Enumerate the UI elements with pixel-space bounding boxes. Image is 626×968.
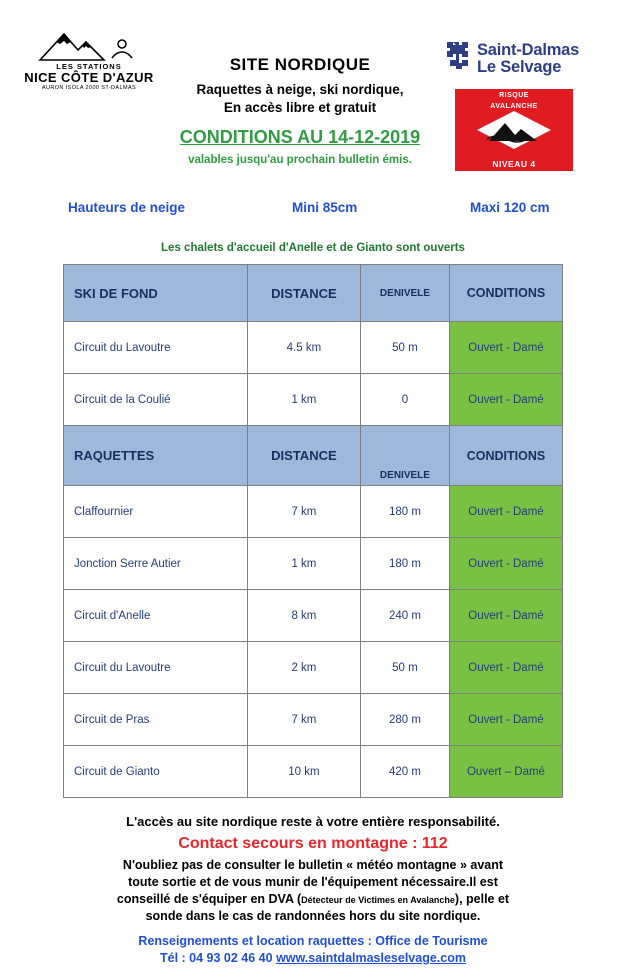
conditions-date-title: CONDITIONS AU 14-12-2019 xyxy=(179,127,421,148)
header-cell-conditions: CONDITIONS xyxy=(449,426,562,486)
advice-line-3b: ), pelle et xyxy=(454,891,510,906)
status-badge: Ouvert - Damé xyxy=(449,486,562,538)
cell-route-name: Jonction Serre Autier xyxy=(64,538,248,590)
cell-route-name: Circuit de Gianto xyxy=(64,746,248,798)
chalets-notice: Les chalets d'accueil d'Anelle et de Gianto sont ouverts xyxy=(161,242,465,254)
status-badge: Ouvert - Damé xyxy=(449,538,562,590)
table-row xyxy=(64,322,563,374)
conditions-validity: valables jusqu'au prochain bulletin émis. xyxy=(188,154,412,167)
mountain-icon xyxy=(24,28,154,62)
table-row xyxy=(64,374,563,426)
commune-logo-block xyxy=(441,40,606,173)
commune-name-line-2: Le Selvage xyxy=(477,57,562,76)
status-badge: Ouvert - Damé xyxy=(449,590,562,642)
cell-distance: 7 km xyxy=(247,486,360,538)
status-badge: Ouvert - Damé xyxy=(449,694,562,746)
table-row xyxy=(64,590,563,642)
cell-route-name: Circuit du Lavoutre xyxy=(64,322,248,374)
cell-distance: 7 km xyxy=(247,694,360,746)
snow-heights-label: Hauteurs de neige xyxy=(68,200,186,215)
cell-denivele: 280 m xyxy=(360,694,449,746)
status-badge: Ouvert – Damé xyxy=(449,746,562,798)
logo-line-3: AURON ISOLA 2000 ST-DALMAS xyxy=(41,84,137,91)
table-header-ski-de-fond xyxy=(64,265,563,322)
logo-line-2: NICE CÔTE D'AZUR xyxy=(24,69,154,85)
cell-distance: 8 km xyxy=(247,590,360,642)
snow-heights-row xyxy=(0,200,626,230)
cell-route-name: Circuit de Pras xyxy=(64,694,248,746)
avalanche-mountain-glyph xyxy=(485,119,543,148)
cross-of-savoy-icon xyxy=(441,40,471,77)
status-badge: Ouvert - Damé xyxy=(449,322,562,374)
commune-name xyxy=(477,42,579,75)
header-cell-distance: DISTANCE xyxy=(247,426,360,486)
cell-distance: 1 km xyxy=(247,374,360,426)
page-title: SITE NORDIQUE xyxy=(229,55,371,74)
table-row xyxy=(64,538,563,590)
table-row xyxy=(64,486,563,538)
cell-route-name: Circuit d'Anelle xyxy=(64,590,248,642)
website-link[interactable]: www.saintdalmasleselvage.com xyxy=(276,951,466,965)
advice-line-3-small: Détecteur de Victimes en Avalanche xyxy=(301,894,455,905)
avalanche-level: NIVEAU 4 xyxy=(492,159,536,169)
contact-info xyxy=(0,933,626,968)
snow-max-value: Maxi 120 cm xyxy=(470,200,550,215)
header-cell-name: SKI DE FOND xyxy=(64,265,248,322)
header-cell-denivele: DENIVELE xyxy=(360,426,449,486)
header xyxy=(0,0,626,200)
page-subtitle-1: Raquettes à neige, ski nordique, xyxy=(196,82,404,97)
title-block xyxy=(155,55,445,166)
conditions-table xyxy=(63,264,563,798)
cell-distance: 2 km xyxy=(247,642,360,694)
cell-denivele: 180 m xyxy=(360,538,449,590)
avalanche-warning-icon xyxy=(453,87,575,173)
cell-denivele: 420 m xyxy=(360,746,449,798)
table-header-raquettes xyxy=(64,426,563,486)
advice-line-2: toute sortie et de vous munir de l'équipement nécessaire.Il est xyxy=(128,874,498,889)
status-badge: Ouvert - Damé xyxy=(449,642,562,694)
advice-line-1: N'oubliez pas de consulter le bulletin « météo montagne » avant xyxy=(122,858,504,872)
avalanche-label-avalanche: AVALANCHE xyxy=(490,103,538,111)
phone-number: Tél : 04 93 02 46 40 xyxy=(160,951,273,965)
cell-denivele: 180 m xyxy=(360,486,449,538)
header-cell-distance: DISTANCE xyxy=(247,265,360,322)
page-subtitle-2: En accès libre et gratuit xyxy=(223,100,377,116)
responsibility-notice: L'accès au site nordique reste à votre entière responsabilité. xyxy=(126,814,500,829)
cell-distance: 4.5 km xyxy=(247,322,360,374)
table-row xyxy=(64,642,563,694)
cell-distance: 10 km xyxy=(247,746,360,798)
cell-denivele: 50 m xyxy=(360,642,449,694)
status-badge: Ouvert - Damé xyxy=(449,374,562,426)
cell-route-name: Claffournier xyxy=(64,486,248,538)
header-cell-denivele: DENIVELE xyxy=(360,265,449,322)
cell-route-name: Circuit de la Coulié xyxy=(64,374,248,426)
avalanche-label-risque: RISQUE xyxy=(499,92,529,99)
header-cell-conditions: CONDITIONS xyxy=(449,265,562,322)
cell-route-name: Circuit du Lavoutre xyxy=(64,642,248,694)
cell-denivele: 240 m xyxy=(360,590,449,642)
advice-line-4: sonde dans le cas de randonnées hors du site nordique. xyxy=(145,908,481,923)
advice-line-3a: conseillé de s'équiper en DVA ( xyxy=(116,891,302,906)
table-row xyxy=(64,746,563,798)
logo-line-1: LES STATIONS xyxy=(56,62,122,71)
emergency-contact: Contact secours en montagne : 112 xyxy=(178,835,448,852)
nice-cote-azur-logo xyxy=(24,28,154,91)
conditions-table-wrapper xyxy=(63,264,563,798)
cell-denivele: 50 m xyxy=(360,322,449,374)
saint-dalmas-logo xyxy=(441,40,606,77)
tourist-office-line: Renseignements et location raquettes : Office de Tourisme xyxy=(138,933,488,948)
cell-distance: 1 km xyxy=(247,538,360,590)
table-row xyxy=(64,694,563,746)
cell-denivele: 0 xyxy=(360,374,449,426)
snow-min-value: Mini 85cm xyxy=(292,200,358,215)
phone-and-website-line xyxy=(0,950,626,968)
commune-name-line-1: Saint-Dalmas xyxy=(477,41,580,59)
header-cell-name: RAQUETTES xyxy=(64,426,248,486)
